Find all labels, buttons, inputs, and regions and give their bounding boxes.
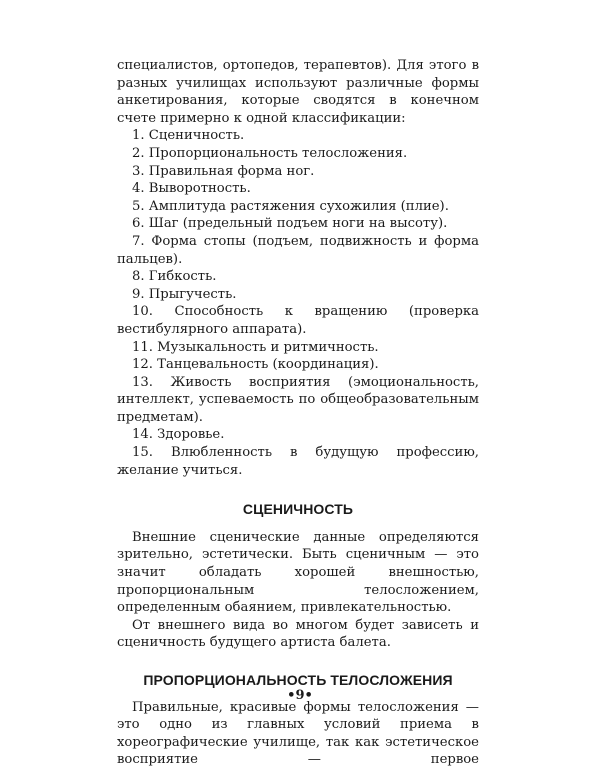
list-item: 15. Влюбленность в будущую профессию, желание учиться. — [117, 445, 479, 478]
intro-paragraph: специалистов, ортопедов, терапевтов). Для этого в разных училищах используют различные формы анкетирования, которые сводятся в конечном счете примерно к одной классификации: — [117, 58, 479, 126]
list-item: 9. Прыгучесть. — [132, 286, 237, 302]
list-item: 8. Гибкость. — [132, 269, 217, 285]
section2-paragraph-1: Правильные, красивые формы телосложения — это одно из главных условий приема в хореографические училище, так как эстетическое восприятие — первое — [117, 699, 479, 768]
list-item: 13. Живость восприятия (эмоциональность, интеллект, успеваемость по общеобразовательным предметам). — [117, 374, 479, 425]
list-item: 1. Сценичность. — [132, 128, 245, 144]
list-item: 2. Пропорциональность телосложения. — [132, 145, 408, 161]
list-item: 7. Форма стопы (подъем, подвижность и форма пальцев). — [117, 233, 479, 267]
list-item: 12. Танцевальность (координация). — [132, 357, 379, 373]
section-heading-stage-presence: СЦЕНИЧНОСТЬ — [242, 501, 354, 518]
section1-paragraph-1: Внешние сценические данные определяются зрительно, эстетически. Быть сценичным — это значит обладать хорошей внешностью, пропорциональным телосложением, определенным обаянием, привлекательностью. — [117, 529, 479, 616]
list-item: 11. Музыкальность и ритмичность. — [132, 339, 379, 355]
list-item: 10. Способность к вращению (проверка вестибулярного аппарата). — [117, 304, 479, 337]
list-item: 3. Правильная форма ног. — [132, 163, 315, 179]
book-page — [117, 57, 479, 769]
section-heading-body-proportions: ПРОПОРЦИОНАЛЬНОСТЬ ТЕЛОСЛОЖЕНИЯ — [143, 672, 453, 688]
page-number: •9• — [287, 688, 313, 703]
section1-paragraph-2: От внешнего вида во многом будет зависеть и сценичность будущего артиста балета. — [117, 617, 479, 651]
list-item: 5. Амплитуда растяжения сухожилия (плие). — [132, 198, 449, 214]
list-item: 6. Шаг (предельный подъем ноги на высоту). — [132, 216, 448, 232]
classification-list — [117, 127, 479, 479]
list-item: 4. Выворотность. — [132, 181, 251, 197]
list-item: 14. Здоровье. — [132, 427, 225, 443]
